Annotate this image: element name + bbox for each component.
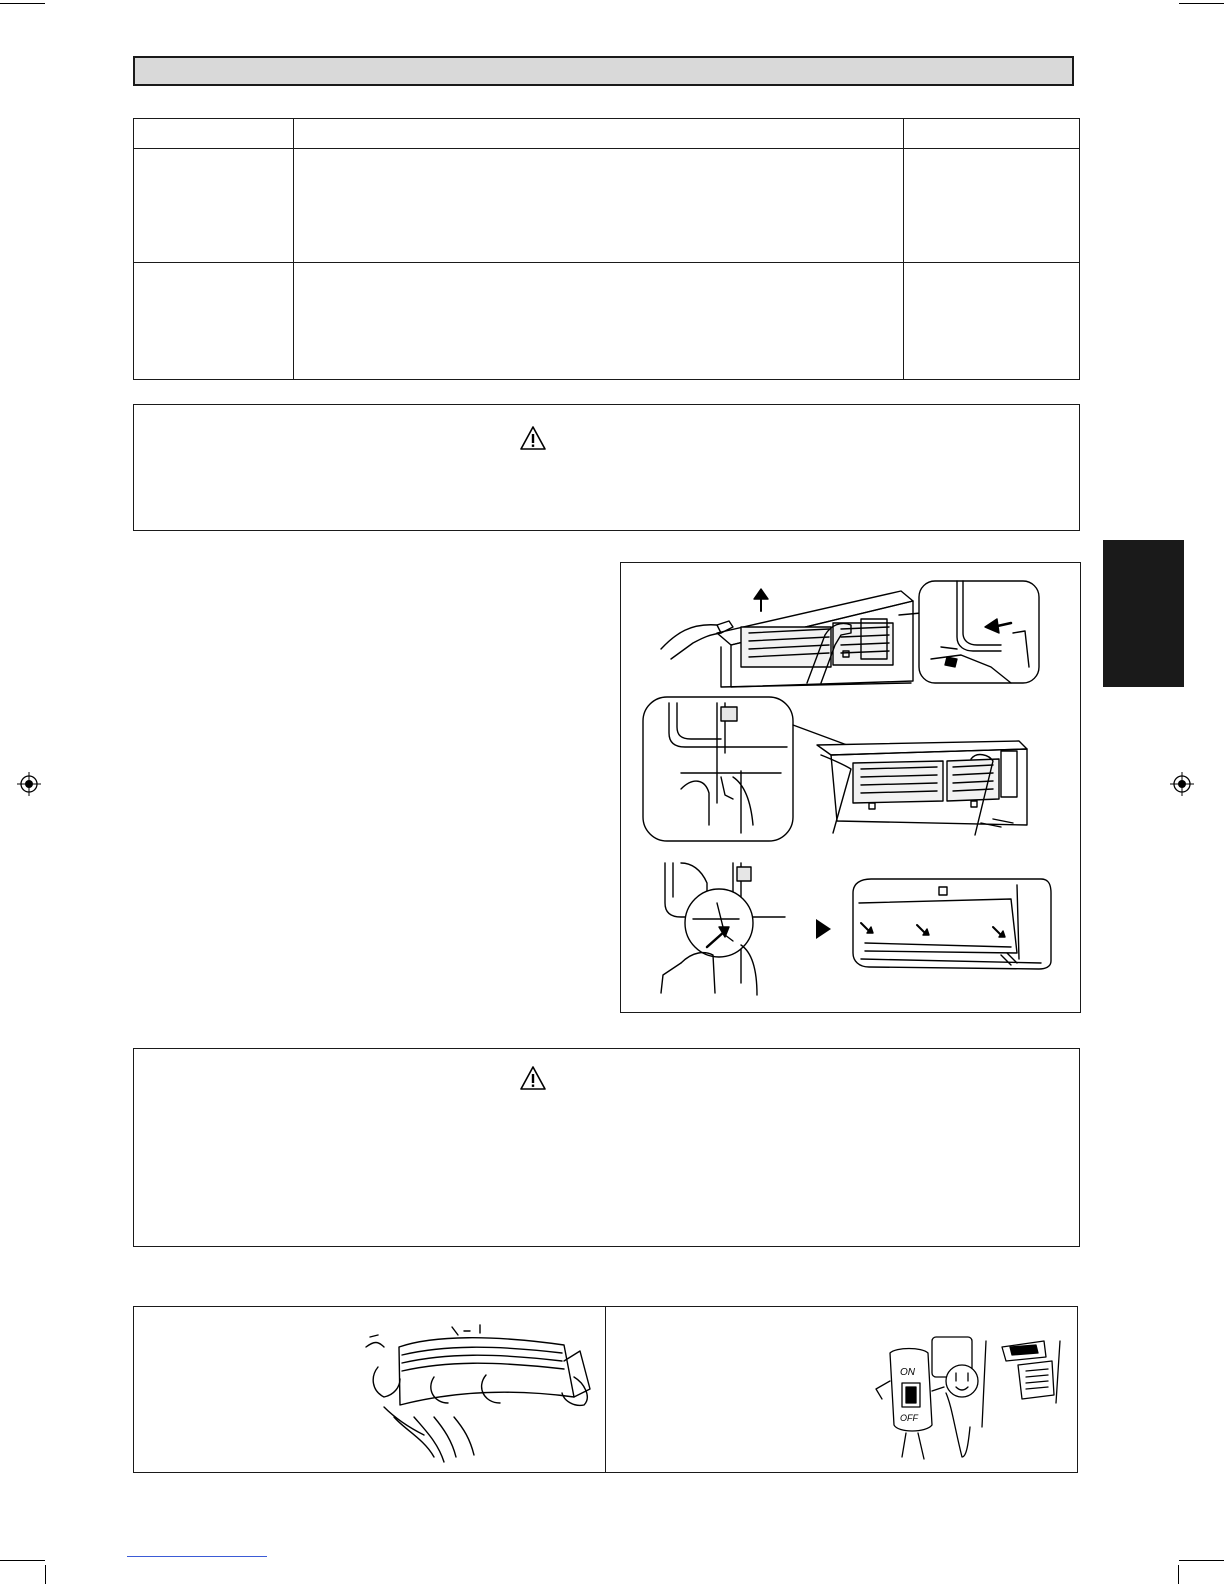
- step2-inset: [643, 697, 793, 841]
- step3-detail: [661, 863, 785, 995]
- side-section-tab: [1103, 540, 1184, 687]
- footer-link-line: [127, 1556, 267, 1557]
- crop-mark: [1178, 1565, 1179, 1584]
- step2-unit: [817, 741, 1027, 835]
- crop-mark: [1179, 3, 1224, 4]
- crop-mark: [0, 1560, 45, 1561]
- warning-triangle-icon: [519, 425, 547, 451]
- switch-off-label: OFF: [900, 1413, 918, 1423]
- crop-mark: [1179, 1560, 1224, 1561]
- illustration-panel: [621, 563, 1080, 1012]
- registration-mark-icon: [17, 772, 41, 796]
- step1-unit: [661, 589, 913, 687]
- maintenance-table: [133, 118, 1080, 380]
- switch-off-illustration: [606, 1307, 1077, 1472]
- arrow-right-icon: [816, 919, 831, 939]
- caution-box-top: [133, 404, 1080, 531]
- bottom-panel-left: [133, 1306, 606, 1473]
- bottom-panel-right: [605, 1306, 1078, 1473]
- step3-unit: [853, 879, 1051, 969]
- switch-on-label: ON: [900, 1367, 915, 1378]
- front-panel-removal-figure: [620, 562, 1081, 1013]
- step1-inset: [919, 581, 1039, 683]
- registration-mark-icon: [1170, 772, 1194, 796]
- warning-triangle-icon: [519, 1065, 547, 1091]
- waving-unit-illustration: [134, 1307, 605, 1472]
- crop-mark: [0, 3, 45, 4]
- caution-box-bottom: [133, 1048, 1080, 1247]
- crop-mark: [45, 1565, 46, 1584]
- section-title-bar: [133, 56, 1074, 86]
